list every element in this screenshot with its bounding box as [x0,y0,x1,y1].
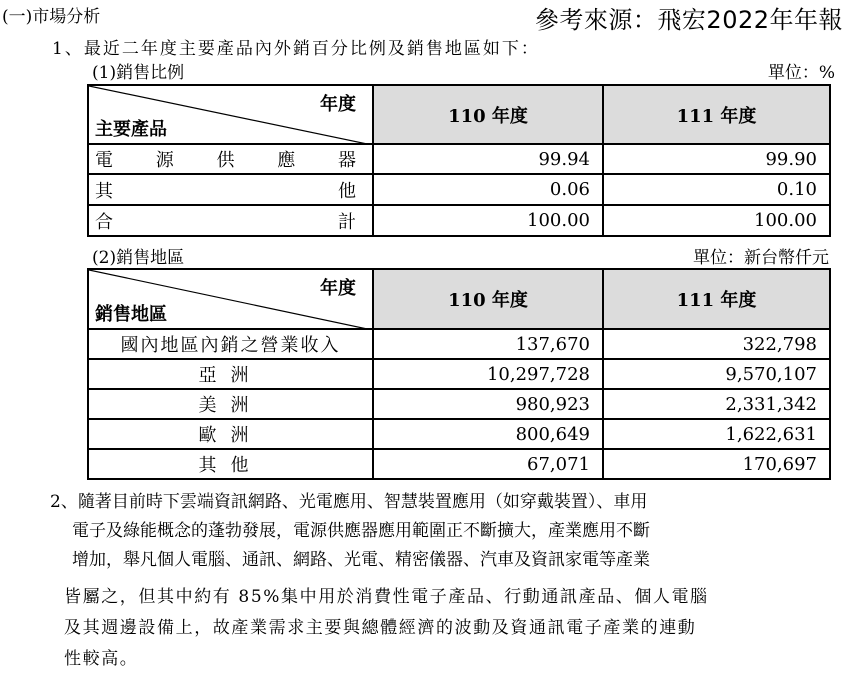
cell-value: 980,923 [373,389,603,419]
row-label-domestic: 國內地區內銷之營業收入 [88,329,373,359]
source-note: 參考來源：飛宏2022年年報 [534,6,843,34]
corner-item-label: 銷售地區 [95,304,167,325]
column-header-111: 111 年度 [603,85,830,144]
intro-text: 1、最近二年度主要產品內外銷百分比例及銷售地區如下： [52,39,540,59]
row-label-americas: 美洲 [88,389,373,419]
table-row [88,359,830,389]
table2-title: (2)銷售地區 [92,248,185,268]
sales-region-table [87,268,831,480]
cell-value: 99.94 [373,144,603,174]
paragraph-line: 2、隨著目前時下雲端資訊網路、光電應用、智慧裝置應用（如穿戴裝置）、車用 [50,492,648,512]
paragraph-line: 性較高。 [64,649,139,669]
sales-ratio-table [87,84,831,237]
table-row [88,389,830,419]
cell-value: 100.00 [603,205,830,236]
paragraph-part-2 [64,582,854,675]
table-row [88,449,830,479]
table2-corner-cell [88,269,373,329]
row-label-total: 合 計 [95,211,356,233]
cell-value: 137,670 [373,329,603,359]
cell-value: 800,649 [373,419,603,449]
cell-value: 99.90 [603,144,830,174]
table1-title: (1)銷售比例 [92,63,185,83]
column-header-111: 111 年度 [603,269,830,329]
table-row [88,174,830,205]
corner-year-label: 年度 [320,94,356,115]
row-label-europe: 歐洲 [88,419,373,449]
table1-unit: 單位：% [767,63,835,83]
cell-value: 9,570,107 [603,359,830,389]
table2-unit: 單位：新台幣仟元 [693,248,829,268]
cell-value: 2,331,342 [603,389,830,419]
row-label-other: 其他 [88,449,373,479]
cell-value: 1,622,631 [603,419,830,449]
table-row [88,205,830,236]
column-header-110: 110 年度 [373,85,603,144]
paragraph-line: 電子及綠能概念的蓬勃發展，電源供應器應用範圍正不斷擴大，產業應用不斷 [72,521,650,541]
section-heading: (一)市場分析 [2,7,101,27]
cell-value: 100.00 [373,205,603,236]
table1-corner-cell [88,85,373,144]
paragraph-line: 皆屬之，但其中約有 85%集中用於消費性電子產品、行動通訊產品、個人電腦 [64,587,709,607]
corner-item-label: 主要產品 [95,119,167,140]
cell-value: 67,071 [373,449,603,479]
row-label-power-supply: 電 源 供 應 器 [95,150,356,171]
cell-value: 170,697 [603,449,830,479]
cell-value: 322,798 [603,329,830,359]
table-row [88,329,830,359]
row-label-other: 其 他 [95,180,356,202]
row-label-asia: 亞洲 [88,359,373,389]
paragraph-line: 增加，舉凡個人電腦、通訊、網路、光電、精密儀器、汽車及資訊家電等產業 [72,550,650,570]
table-row [88,144,830,174]
cell-value: 10,297,728 [373,359,603,389]
corner-year-label: 年度 [320,278,356,299]
paragraph-line: 及其週邊設備上，故產業需求主要與總體經濟的波動及資通訊電子產業的連動 [64,618,697,638]
cell-value: 0.06 [373,174,603,205]
column-header-110: 110 年度 [373,269,603,329]
cell-value: 0.10 [603,174,830,205]
table-row [88,419,830,449]
paragraph-part-1 [50,488,850,575]
